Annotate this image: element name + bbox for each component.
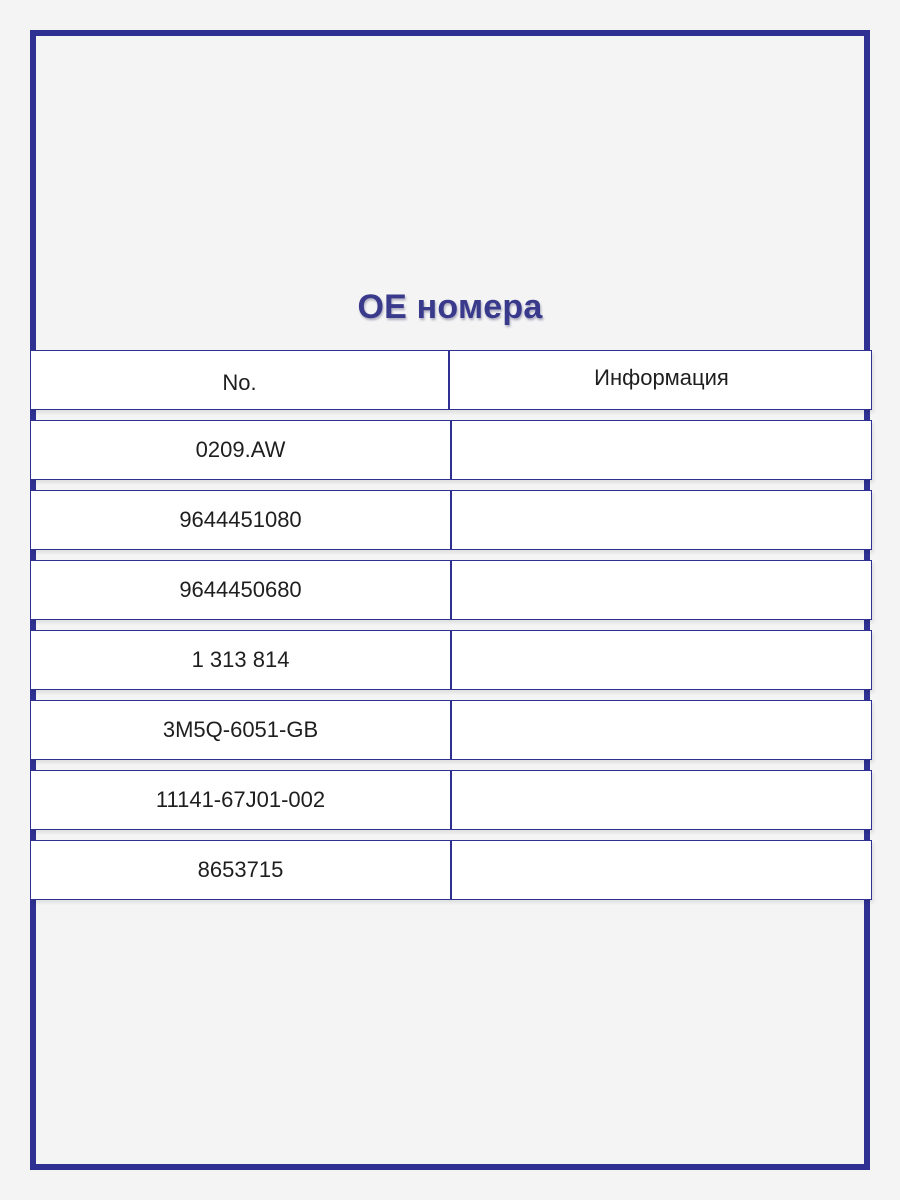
oe-number-cell: 9644451080 [31, 491, 452, 549]
table-row [30, 770, 872, 830]
table-row [30, 700, 872, 760]
oe-number-cell: 8653715 [31, 841, 452, 899]
oe-number-cell: 1 313 814 [31, 631, 452, 689]
column-header-no: No. [31, 351, 450, 409]
page-title: ОЕ номера [357, 288, 543, 326]
column-header-info: Информация [594, 365, 729, 390]
table-header-row [30, 350, 872, 410]
info-cell [452, 561, 871, 619]
info-cell [452, 421, 871, 479]
table-row [30, 420, 872, 480]
oe-number-cell: 9644450680 [31, 561, 452, 619]
table-row [30, 490, 872, 550]
info-cell [452, 771, 871, 829]
oe-number-cell: 0209.AW [31, 421, 452, 479]
oe-number-cell: 11141-67J01-002 [31, 771, 452, 829]
info-cell [452, 701, 871, 759]
table-row [30, 630, 872, 690]
table-row [30, 560, 872, 620]
info-cell [452, 631, 871, 689]
info-cell [452, 841, 871, 899]
table-row [30, 840, 872, 900]
oe-number-cell: 3M5Q-6051-GB [31, 701, 452, 759]
info-cell [452, 491, 871, 549]
